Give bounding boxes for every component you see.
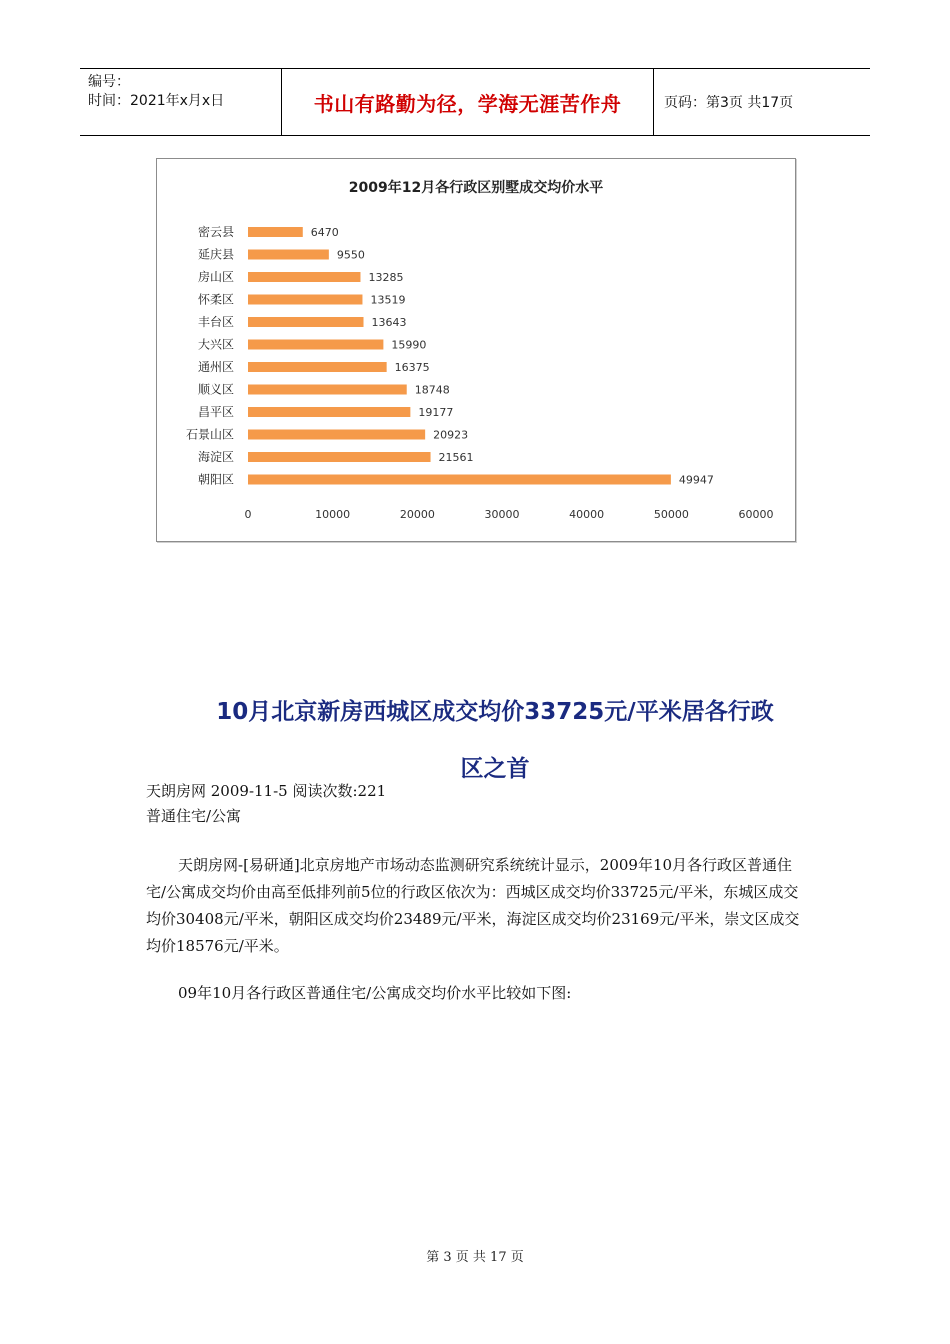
category-label: 房山区 <box>197 270 234 284</box>
number-label: 编号： <box>88 74 130 90</box>
bar <box>248 385 407 395</box>
article-paragraph: 天朗房网-[易研通]北京房地产市场动态监测研究系统统计显示，2009年10月各行政区普通住宅/公寓成交均价由高至低排列前5位的行政区依次为：西城区成交均价33725元/平米，东城区成交均价30408元/平米，朝阳区成交均价23489元/平米，海淀区成交均价23169元/平米，崇文区成交均价18576元/平米。 <box>146 856 800 955</box>
bar <box>248 475 671 485</box>
bar-chart-svg <box>157 159 795 541</box>
bar <box>248 227 303 237</box>
header-motto: 书山有路勤为径，学海无涯苦作舟 <box>282 69 654 135</box>
article-meta: 天朗房网 2009-11-5 阅读次数:221 <box>146 782 387 800</box>
x-tick-label: 40000 <box>569 508 605 521</box>
bar <box>248 340 383 350</box>
data-label: 19177 <box>418 406 454 419</box>
x-tick-label: 20000 <box>399 508 435 521</box>
page-footer: 第 3 页 共 17 页 <box>426 1250 524 1265</box>
category-label: 大兴区 <box>197 337 234 352</box>
category-label: 怀柔区 <box>197 292 234 307</box>
bar <box>248 250 329 260</box>
article-category: 普通住宅/公寓 <box>146 807 242 825</box>
bars-layer <box>186 224 774 521</box>
category-label: 密云县 <box>197 225 234 239</box>
x-tick-label: 30000 <box>484 508 520 521</box>
time-label: 时间：2021年x月x日 <box>88 93 225 109</box>
data-label: 49947 <box>678 473 714 487</box>
bar <box>248 430 425 440</box>
header-page-info: 页码：第3页 共17页 <box>664 95 794 111</box>
article-title-line2: 区之首 <box>460 756 530 782</box>
x-tick-label: 0 <box>244 508 252 521</box>
bar <box>248 295 362 305</box>
chart-title: 2009年12月各行政区别墅成交均价水平 <box>348 180 604 196</box>
category-label: 顺义区 <box>197 382 234 397</box>
document-header <box>80 68 870 136</box>
bar <box>248 452 431 462</box>
bar-chart <box>156 158 796 542</box>
category-label: 通州区 <box>197 360 234 374</box>
category-label: 昌平区 <box>197 405 234 419</box>
data-label: 18748 <box>414 383 450 397</box>
data-label: 9550 <box>336 248 365 262</box>
data-label: 13285 <box>368 271 404 284</box>
x-tick-label: 60000 <box>738 508 774 521</box>
data-label: 13519 <box>370 293 406 307</box>
data-label: 6470 <box>310 226 339 239</box>
category-label: 海淀区 <box>197 450 234 464</box>
data-label: 15990 <box>391 338 427 352</box>
x-tick-label: 10000 <box>315 508 351 521</box>
data-label: 21561 <box>438 451 474 464</box>
header-info-cell <box>80 69 282 135</box>
data-label: 20923 <box>433 428 469 442</box>
category-label: 朝阳区 <box>197 472 234 487</box>
category-label: 丰台区 <box>197 315 234 329</box>
bar <box>248 407 410 417</box>
bar <box>248 362 387 372</box>
data-label: 16375 <box>394 361 430 374</box>
data-label: 13643 <box>371 316 407 329</box>
bar <box>248 272 360 282</box>
bar <box>248 317 364 327</box>
x-tick-label: 50000 <box>653 508 689 521</box>
category-label: 延庆县 <box>197 247 234 262</box>
article-paragraph-2: 09年10月各行政区普通住宅/公寓成交均价水平比较如下图: <box>178 984 572 1002</box>
category-label: 石景山区 <box>185 427 234 442</box>
article-title-line1: 10月北京新房西城区成交均价33725元/平米居各行政 <box>216 699 774 725</box>
